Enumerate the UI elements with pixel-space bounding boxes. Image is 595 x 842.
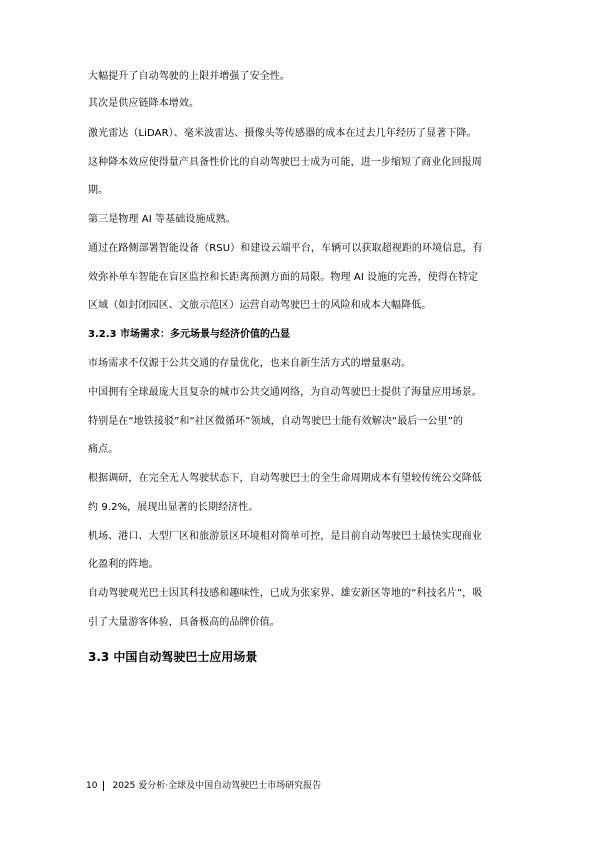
body-line: 特别是在“地铁接驳”和“社区微循环”领域，自动驾驶巴士能有效解决“最后一公里”的 [88,416,464,427]
body-line: 化盈利的阵地。 [88,559,159,570]
body-line: 痛点。 [88,444,119,455]
body-line: 市场需求不仅源于公共交通的存量优化，也来自新生活方式的增量驱动。 [88,358,412,369]
footer-divider [103,781,104,791]
body-line: 其次是供应链降本增效。 [88,98,200,109]
body-line: 期。 [88,185,109,196]
body-line: 效弥补单车智能在盲区监控和长距离预测方面的局限。物理 AI 设施的完善，使得在特定 [88,272,479,283]
body-line: 区域（如封闭园区、文旅示范区）运营自动驾驶巴士的风险和成本大幅降低。 [88,300,432,311]
body-line: 自动驾驶观光巴士因其科技感和趣味性，已成为张家界、雄安新区等地的“科技名片”，吸 [88,588,483,599]
subsection-heading: 3.2.3 市场需求：多元场景与经济价值的凸显 [88,329,290,340]
page-number: 10 [86,781,98,791]
section-heading: 3.3 中国自动驾驶巴士应用场景 [88,650,258,664]
body-line: 中国拥有全球最庞大且复杂的城市公共交通网络，为自动驾驶巴士提供了海量应用场景。 [88,387,482,398]
body-line: 第三是物理 AI 等基础设施成熟。 [88,214,236,225]
report-title: 2025 爱分析·全球及中国自动驾驶巴士市场研究报告 [112,781,322,791]
body-line: 机场、港口、大型厂区和旅游景区环境相对简单可控，是目前自动驾驶巴士最快实现商业 [88,531,482,542]
body-line: 这种降本效应使得量产具备性价比的自动驾驶巴士成为可能，进一步缩短了商业化回报周 [88,157,482,168]
body-line: 约 9.2%，展现出显著的长期经济性。 [88,502,259,513]
page-footer [86,780,321,792]
body-line: 引了大量游客体验，具备极高的品牌价值。 [88,617,280,628]
body-line: 根据调研，在完全无人驾驶状态下，自动驾驶巴士的全生命周期成本有望较传统公交降低 [88,473,482,484]
body-line: 大幅提升了自动驾驶的上限并增强了安全性。 [88,71,290,82]
body-line: 激光雷达（LiDAR）、毫米波雷达、摄像头等传感器的成本在过去几年经历了显著下降。 [88,128,477,139]
body-line: 通过在路侧部署智能设备（RSU）和建设云端平台，车辆可以获取超视距的环境信息，有 [88,243,483,254]
